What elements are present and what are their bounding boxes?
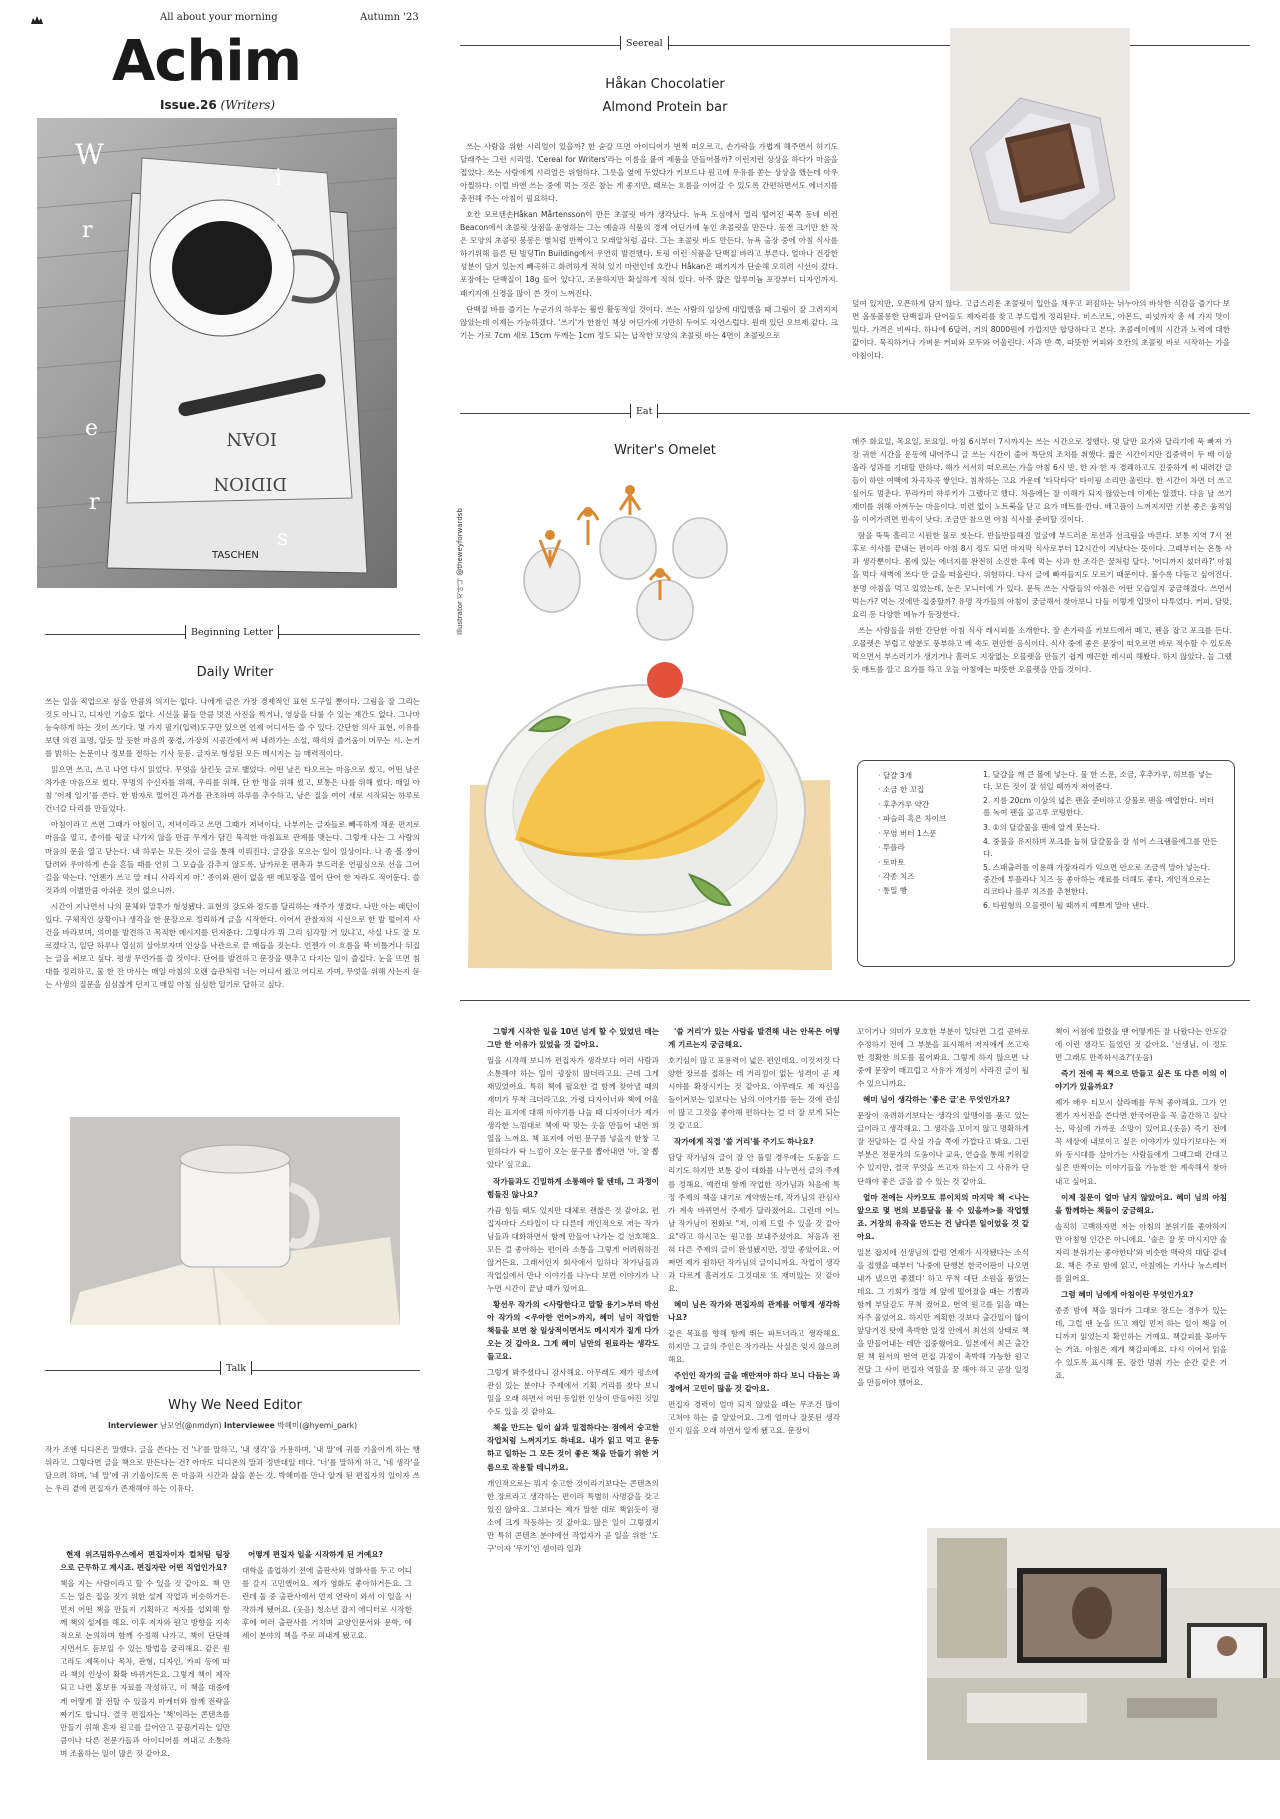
interview-answer: 문장이 유려하기보다는 생각의 알맹이를 품고 있는 글이라고 생각해요. 그 생각을 꼬이지 않고 명확하게 잘 전달하는 걸 사실 가슬 쪽에 가깝다고 봐요. 그런 부분은 전문가의 도움이나 교육, 연습을 통해 키워갈 수 있지만, 결국 무엇을 쓰고자 하는지 그 사유가 단단해야 좋은 글을 쓸 수 있는 것 같아요. — [857, 1111, 1029, 1186]
interview-question: 이제 질문이 얼마 남지 않았어요. 혜미 님의 아침을 함께하는 책들이 궁금해요. — [1055, 1192, 1227, 1215]
interview-question: 작가들과도 긴밀하게 소통해야 할 텐데, 그 과정이 힘들진 않나요? — [487, 1176, 659, 1199]
ingredient-item: · 후추가루 약간 — [878, 799, 930, 809]
interview-answer: 가끔 힘들 때도 있지만 대체로 괜찮은 것 같아요. 편집자마다 스타일이 다 다른데 개인적으로 저는 작가님들과 대화하면서 함께 만들어 나가는 걸 선호해요. 모든 걸 좋아하는 편이라 소통을 그렇게 어려워하진 않거든요. 그래서인지 회사에서 일하다 작가님들과 작업실에서 만나 이야기를 나누다 보면 이야기가 나누면 시간이 끝날 때가 있어요. — [487, 1205, 659, 1293]
ingredient-item: · 달걀 3개 — [878, 771, 913, 780]
cover-photo — [37, 118, 397, 588]
paragraph: 시간이 지나면서 나의 문체와 말투가 형성됐다. 표현의 강도와 정도를 달리하는 재주가 생겼다. 나만 아는 패턴이 있다. 구체적인 상황이나 생각을 한 문장으로 정리하게 글을 시작한다. 이어서 관찰자의 시선으로 한 발 떨어져 사건을 바라보며, 의미를 발견하고 목직한 메시지를 던져준다. 그렇다가 뭐 그리 심각할 거 있냐고, 사실 나도 잘 모르겠다고, 일단 하루나 열심히 살아보자며 인상을 낙관으로 끝 매듭을 짓는다. 언젠가 이 흐름을 꽉 비틀거나 뒤집는 글을 써보고 싶다. 평생 무언가를 쓸 것이다. 단어를 발견하고 문장을 맺추고 다지는 일이 즐겁다. 눈을 뜨면 침대를 정리하고, 물 한 잔 마시는 매일 아침의 오랜 습관처럼 너는 어디서 왔고 어디로 가며, 무엇을 위해 사는지 묻는 사생의 질문을 심심찮게 던지고 매일 아침 심심한 일기로 답하고 싶다. — [45, 901, 420, 989]
logo-icon — [30, 10, 44, 20]
ingredients-list — [878, 769, 978, 899]
interviewer-name: 남모연(@nmdyn) — [159, 1421, 222, 1430]
interview-col-5 — [857, 1025, 1029, 1515]
eat-body — [852, 435, 1232, 757]
interviewer-label: Interviewer — [107, 1421, 158, 1430]
section-label-seereal: Seereal — [620, 38, 669, 49]
recipe-step: 5. 스패츌러를 이용해 가장자리가 익으면 안으로 조금씩 말아 넣는다. 중간에 투플라나 치즈 등 좋아하는 재료를 더해도 좋다. 개인적으로는 리코타나 블루 치즈를 추천한다. — [983, 862, 1211, 897]
interview-question: 어떻게 편집자 일을 시작하게 된 거예요? — [248, 1550, 383, 1559]
cover-letter: e — [85, 416, 99, 441]
interview-question: 주인인 작가의 글을 매만져야 하다 보니 다듬는 과정에서 고민이 많을 것 같아요. — [668, 1371, 840, 1394]
talk-credits — [45, 1420, 420, 1431]
issue-number: Issue.26 — [160, 98, 217, 112]
seereal-title-line1: Håkan Chocolatier — [605, 77, 725, 92]
interview-answer: 종종 밤에 책을 읽다가 그대로 잠드는 경우가 있는데, 그럴 땐 눈을 뜨고 제일 먼저 하는 일이 책을 어디까지 읽었는지 확인하는 거예요. 책갈피를 꽂아두는 거죠. 아침은 제게 책갈피예요. 다시 이어서 읽을 수 있도록 표시해 둔, 잠깐 멈춰 가는 순간 같은 거죠. — [1055, 1305, 1227, 1381]
paragraph: 쓰는 사람들을 위한 간단한 아침 식사 레시피를 소개한다. 잘 손가락을 키보드에서 떼고, 펜을 잡고 포크를 든다. 오믈렛은 부럽고 양분도 풍부하고 베 속도 편안한 음식이다. 식사 중에 좋은 문장이 떠오르면 바로 적수할 수 있도록 먹으면서 부스러기가 생기거나 흘러도 지장없는 오믈렛을 만들기 쉽게 매끈한 레시피 해봤다. 하지 않았다. 늘 그랬듯 매트를 깔고 요가를 하고 오늘 아침에는 따뜻한 오믈렛을 만들 것이다. — [852, 625, 1232, 674]
talk-intro — [45, 1443, 420, 1498]
interview-col-3 — [487, 1025, 659, 1810]
talk-title: Why We Need Editor — [168, 1398, 302, 1413]
paragraph: 호칸 모르텐손Håkan Mårtensson이 만든 초콜릿 바가 생각났다. 뉴욕 도심에서 멀리 떨어진 북쪽 동네 비컨Beacon에서 초콜릿 상점을 운영하는 그는 예술과 식품의 경계 어딘가에 놓인 초콜릿을 만든다. 동전 크기만 한 작은 모양의 초콜릿 봉봉은 별처럼 반짝이고 모래알처럼 곱다. 그는 초콜릿 바도 만든다. 뉴욕 출장 중에 아침 식사를 하기위해 들른 틴 빌딩Tin Building에서 우연히 발견했다. 토핑 이런 식품을 단백질 바라고 부른다. 얼마나 건강한 성분이 담겨 있는지 빼곡하고 화려하게 적혀 있기 마련인데 호칸나 Håkan은 패키지가 단순해 오히려 시선이 갔다. 포장에는 단백질이 18g 들어 있다고, 조용하지만 확실하게 적혀 있다. 아주 얇은 알루미늄 포장부터 디자인까지. 패키지에 신경을 많이 쓴 것이 느껴진다. — [460, 210, 838, 298]
paragraph: 읽으면 쓰고, 쓰고 나면 다시 읽었다. 무엇을 삼킨듯 글로 뱉었다. 어떤 날은 타오르는 마음으로 썼고, 어떤 날은 차가운 마음으로 썼다. 무명의 수신자를 위해, 우리를 위해, 단 한 명을 위해 썼고, 보통은 나를 위해 썼다. 매일 아침 '어제 일기'를 쓴다. 한 밤자로 멀어진 과거를 관조하며 하루를 추수하고, 남은 질을 여어 새로 시작되는 하루로 건너갈 다리를 만들었다. — [45, 765, 420, 814]
interviewee-name: 박혜미(@hyemi_park) — [277, 1421, 358, 1430]
ingredient-item: · 투플라 — [878, 843, 905, 853]
interview-answer: 솔직히 고백하자면 저는 아침의 분위기를 좋아하지만 아침형 인간은 아니에요. '술은 잘 못 마시지만 술자리 분위기는 좋아한다'와 비슷한 맥락의 대답 같네요. 책은 주로 밤에 읽고, 아침에는 기사나 뉴스레터를 읽어요. — [1055, 1221, 1227, 1283]
interview-answer: 일본 잡지에 선생님의 칼럼 연재가 시작됐다는 소식을 접했을 때부터 '나중에 단행본 한국어판이 나오면 내가 냈으면 좋겠다' 하고 무척 대단 소원을 품었는데요. 그 기회가 정말 제 앞에 떨어졌을 때는 기쁨과 함께 부담감도 무척 컸어요. 번역 원고를 읽을 때는 자주 울었어요. 하지만 계획한 것보다 출간일이 많이 앞당겨진 탓에 촉박한 일정 안에서 최선의 상태로 책을 만들어내는 데만 집중했어요. 일본에서 최근 출간된 책 원서의 번역 편집 과정이 촉박해 가능한 원고 전달 그 사이 편집자 역할을 꿈 해야 하고 곧장 일정을 만들어야 했어요. — [857, 1247, 1029, 1388]
interview-answer: 같은 목표를 향해 함께 뛰는 파트너라고 생각해요. 하지만 그 글의 주인은 작가라는 사실은 잊지 않으려 해요. — [668, 1329, 840, 1365]
cover-letter: i — [275, 166, 283, 191]
interview-answer: 대학을 졸업하기 전에 출판사와 영화사를 두고 어디를 갈지 고민했어요. 제가 영화도 좋아하거든요. 그런데 둘 중 출판사에서 먼저 연락이 와서 이 일을 시작하게 됐어요. (웃음) 청소년 잡지 에디터로 시작한 후에 여러 출판사를 거치며 교양인문서와 문학, 에세이 분야의 책을 주로 펴내게 됐고요. — [242, 1566, 412, 1641]
recipe-steps — [983, 769, 1218, 913]
interview-question: 혜미 님이 생각하는 '좋은 글'은 무엇인가요? — [863, 1095, 1010, 1105]
ingredient-item: · 파슬리 혹은 차이브 — [878, 814, 947, 824]
ingredient-item: · 소금 한 꼬집 — [878, 785, 925, 795]
ingredient-item: · 토마토 — [878, 857, 905, 867]
recipe-step: 3. ①의 달걀물을 팬에 알게 붓는다. — [983, 822, 1100, 832]
interview-question: 얼마 전에는 사카모토 류이치의 마지막 책 <나는 앞으로 몇 번의 보름달을 볼 수 있을까>를 작업했죠. 거장의 유작을 만드는 건 남다른 일이었을 것 같아요. — [857, 1192, 1029, 1241]
seereal-title-line2: Almond Protein bar — [602, 100, 728, 115]
magazine-tagline: All about your morning — [160, 12, 278, 23]
recipe-box — [857, 760, 1235, 967]
interview-answer: 제가 배우 티모시 샬라메를 무척 좋아해요. 그가 언젠가 자서전을 쓴다면 한국어판을 꼭 출간하고 싶다는, 막심에 가까운 소망이 있어요.(웃음) 즉기 전에 꼭 세상에 내보이고 싶은 이야기가 있다기보다는 저와 동시대를 살아가는 사람들에게 그때그때 간대고 싶은 반짝이는 이야기들을 가능한 한 계속해서 찾아내고 싶어요. — [1055, 1098, 1227, 1186]
seereal-body-continued — [852, 297, 1230, 365]
interview-answer: 그렇게 봐주셨다니 감사해요. 아무래도 제가 평소에 관심 있는 분야나 주제에서 기획 거리를 찾다 보니 일을 오래 하면서 어떤 동일한 인상이 만들어진 것일 수도 있을 것 같아요. — [487, 1368, 659, 1417]
coffee-cup-book-photo — [70, 1117, 400, 1325]
interview-col-2 — [242, 1548, 412, 1810]
chocolate-bar-photo — [950, 28, 1130, 291]
section-label-talk: Talk — [220, 1363, 252, 1374]
interview-answer: 호기심이 많고 포용력이 넓은 편인데요. 이것저것 다양한 장르를 접하는 데 거리낌이 없는 성격이 곧 제 시야를 확장시키는 것 같아요. 아무래도 제 자신을 돌이켜보는 일보다는 남의 이야기를 듣는 것에 관심이 많고 그것을 좋아해 편하다는 걸 더 잘 보게 되는 것 같고요. — [668, 1056, 840, 1131]
beginning-title: Daily Writer — [196, 665, 274, 680]
eat-title: Writer's Omelet — [614, 443, 716, 458]
paragraph: 쓰는 사람을 위한 시리얼이 있을까? 한 숟갈 뜨면 아이디어가 번쩍 떠오르고, 손가락을 가볍게 해주면서 허기도 달래주는 그런 시리얼. 'Cereal for Writers'라는 이름을 붙여 제품을 만들어볼까? 이런저런 상상을 하다가 마음을 접었다. 쓰는 사람에게 시리얼은 위험하다. 그릇을 옆에 두었다가 키보드나 원고에 우유를 쏟는 상상을 했는데 아우 아찔하다. 이럴 바엔 쓰는 중에 먹는 것은 참는 게 좋지만, 때로는 흐름을 이어갈 수 있도록 간편하면서도 에너지를 충전해 주는 아침이 필요하다. — [460, 142, 838, 204]
interview-answer: 개인적으로는 뭐지 숭고한 것이라기보다는 콘텐츠의 한 장르라고 생각하는 편이라 특별히 사명감을 갖고 있진 않아요. 그보다는 제가 말한 대로 책읽듯이 평소에 크게 작동하는 것 같아요. 많은 일이 그렇겠지만 특히 콘텐츠 분야에선 작업자가 곧 일을 위한 '도구'이자 '무기'인 셈이라 일과 — [487, 1478, 659, 1553]
omelet-illustration — [460, 480, 840, 970]
office-desk-photo — [927, 1528, 1280, 1760]
recipe-step: 6. 타원형의 오믈렛이 될 때까지 예쁘게 말아 낸다. — [983, 901, 1149, 911]
interview-question: 즉기 전에 꼭 책으로 만들고 싶은 또 다른 이의 이야기가 있을까요? — [1055, 1069, 1227, 1092]
recipe-step: 4. 중불을 유지하며 포크를 눕혀 달걀물을 잘 섞어 스크램블에그를 만든다. — [983, 836, 1218, 858]
interview-col-4 — [668, 1025, 840, 1810]
recipe-step: 2. 지름 20cm 이상의 넓은 팬을 준비하고 강불로 팬을 예열한다. 버터를 녹여 팬을 골고루 코팅한다. — [983, 796, 1215, 818]
cover-letter: r — [82, 218, 93, 243]
interview-question: 현재 위즈덤하우스에서 편집자이자 컬처팀 팀장으로 근무하고 계시죠. 편집자란 어떤 직업인가요? — [60, 1550, 230, 1573]
section-label-eat: Eat — [630, 406, 658, 417]
interview-answer: 꼬이거나 의미가 모호한 부분이 있다면 그걸 곧바로 수정하기 전에 그 부분을 표시해서 저자에게 쓰고자 한 정확한 의도를 물어봐요. 그렇게 하지 않으면 나중에 문장이 매끄럽고 사유가 개성이 사라진 글이 될 수 있으니까요. — [857, 1027, 1029, 1089]
section-label-beginning: Beginning Letter — [185, 627, 279, 638]
paragraph: 작가 조엔 디디온은 말했다. 글을 쓴다는 건 '나'를 말하고, '내 생각'을 가용하며, '내 말'에 귀를 기울이게 하는 행위라고. 그렇다면 글을 책으로 만든다는 건? 아마도 디디온의 말과 정반대일 테다. '너'를 말하게 하고, '네 생각'을 담으려 하며, '네 말'에 귀 기울이도록 온 마음과 시간과 삶을 쏟는 것. 박혜미를 만나 알게 된 편집자의 일이자 쓰는 우리 곁에 편집자가 존재해야 하는 이유다. — [45, 1445, 420, 1494]
interview-question: 혜미 님은 작가와 편집자의 관계를 어떻게 생각하나요? — [668, 1299, 840, 1322]
paragraph: 쓰는 일을 직업으로 삼을 만큼의 의지는 없다. 나에게 글은 가장 경제적인 표현 도구일 뿐이다. 그림을 잘 그리는 것도 아니고, 디자인 기술도 없다. 시선을 붙들 만큼 멋진 사진을 찍거나, 영상을 다룰 수 있는 재간도 없다. 그나마 능숙하게 하는 것이 쓰기다. 몇 가지 필기(입력)도구만 있으면 언제 어디서든 쓸 수 있다. 간단한 의사 표현, 이유를 보텐 의견 표명, 알듯 말 듯한 마음의 풍경, 가장의 시공간에서 써 내려가는 소설, 해석의 즐거움이 머무는 시. 논거를 밝히는 논문이나 정보를 전하는 기사 등등. 글자로 형성된 모든 메시지는 늘 매력적이다. — [45, 697, 420, 759]
interview-question: 책을 만드는 일이 삶과 밀접하다는 점에서 숭고한 작업처럼 느껴지기도 하네요. 내가 읽고 먹고 운동하고 일하는 그 모든 것이 좋은 책을 만들기 위한 거름으로 작용할 테니까요. — [487, 1423, 659, 1472]
paragraph: 땀을 뚝뚝 흘리고 시원한 물로 씻는다. 반들반들해진 얼굴에 부드러운 로션과 선크림을 바른다. 보통 지역 7시 전후로 식사를 끝내는 편이라 아침 8시 정도 되면 마지막 식사로부터 12시간이 지났다는 뜻이다. 그때부터는 온통 사과 생각뿐이다. 몸에 있는 에너지를 완전히 소진한 후에 먹는 사과 한 조각은 꿀처럼 달다. '어디까지 섰더라?' 아침을 먹다 새벽에 쓰다 만 글을 떠올린다. 위험하다. 다시 글에 빠져들지도 모르기 때문이다. 불수록 다듬고 싶어진다. 분명 아침을 먹고 있었는데, 눈은 모니터에 가 있다. 문득 쓰는 사람들의 아침은 어떤 모습일지 궁금해졌다. 쓰면서 먹는가? 먹는 것에만 집중할까? 유명 작가들의 아침이 궁금해서 찾아보니 다들 이렇게 입맛이 다투었다. 커피, 담맞, 요리 등 다양한 메뉴가 등장한다. — [852, 531, 1232, 619]
magazine-title: Achim — [112, 29, 301, 94]
cover-letter: r — [89, 490, 100, 515]
seereal-body — [460, 140, 838, 375]
recipe-step: 1. 달걀을 깨 큰 볼에 넣는다. 물 한 스푼, 소금, 후추가루, 허브를 넣는다. 모든 것이 잘 섞일 때까지 저어준다. — [983, 770, 1213, 792]
cover-letter: t — [273, 213, 282, 238]
svg-text:TASCHEN: TASCHEN — [212, 550, 259, 561]
svg-text:DIDION: DIDION — [213, 473, 287, 494]
interview-answer: 책을 지는 사람이라고 할 수 있을 것 같아요. 책 만드는 일은 집을 짓기 위한 설계 작업과 비슷하거든. 먼저 어떤 책을 만들지 기획하고 저자를 섭외해 함께 책의 설계를 해요. 이후 저자와 원고 방향을 지속적으로 논의하며 함께 수정해 나가고, 책이 단단해지면서도 돋보일 수 있는 방법을 궁리해요. 같은 원고라도 제목이나 목차, 판형, 디자인, 카피 등에 따라 책의 인상이 확확 바뀌거든요. 그렇게 책이 제작되고 나면 홍보용 자료를 작성하고, 이 책을 대중에게 어떻게 잘 전할 수 있을지 마케터와 함께 전략을 짜기도 합니다. 결국 편집자는 '책'이라는 콘텐츠를 만들기 위해 혼자 원고를 끌어안고 끙끙거리는 일만큼이나 다른 전문가들과 아이디어를 꺼내고 소통하며 조율하는 일이 많은 것 같아요. — [60, 1579, 230, 1758]
interview-question: 그럼 혜미 님에게 아침이란 무엇인가요? — [1061, 1289, 1194, 1299]
ingredient-item: · 통밀 빵 — [878, 886, 908, 896]
interview-question: 황선우 작가의 <사랑한다고 말할 용기>부터 박선아 작가의 <우아한 언어>까지, 혜미 님이 작업한 책들을 보면 참 일상적이면서도 메시지가 짙게 다가오는 것 같아요. 그게 혜미 님만의 원료라는 생각도 들고요. — [487, 1299, 659, 1362]
interview-col-1 — [60, 1548, 230, 1810]
cover-letter: s — [277, 526, 289, 551]
interview-answer: 담당 작가님의 글이 잘 안 풀릴 경우에는 도움을 드리기도 하지만 보통 같이 대화를 나누면서 글의 주제를 정해요. 예컨대 함께 작업한 작가님과 처음에 특정 주제의 책을 내기로 계약했는데, 작가님의 관심사가 계속 바뀌면서 주제가 달라졌어요. 그런데 어느 날 작가님이 전화로 "저, 이제 드릴 수 있을 것 같아요"라고 하시고는 원고를 보내주셨어요. 처음과 전혀 다른 주제의 글이 완성됐지만, 정말 좋았어요. 어쩌면 제가 원하던 작가님의 글이니까요. 작업이 생각과 다르게 흘러가도 그것대로 또 재미있는 것 같아요. — [668, 1153, 840, 1293]
interview-question: '쓸 거리'가 있는 사람을 발견해 내는 안목은 어떻게 기르는지 궁금해요. — [668, 1027, 840, 1050]
ingredient-item: · 무염 버터 1스푼 — [878, 828, 937, 838]
interview-answer: 책이 서점에 깔렸을 땐 어떻게든 잘 나왔다는 안도감에 이런 생각도 들었던 것 같아요. '선생님, 이 정도면 그래도 만족하시죠?'(웃음) — [1055, 1027, 1227, 1063]
paragraph: 덮여 있지만, 오픈하게 담지 않다. 고급스러운 초콜릿이 입안을 채우고 퍼짐하는 뉘누아의 바삭한 식감을 즐기다 보면 올롱볼롱한 단백질과 단어들도 제자리를 찾고 부드럽게 정리된다. 비스코트, 아몬드, 피넛까지 총 세 가지 맛이 있다. 가격은 비싸다. 하나에 6달러, 거의 8000원에 가깝지만 합당하다고 본다. 초콜레이에의 시간과 노력에 대한 값이다. 묵직하거나 가벼운 커피와 모두와 어울린다. 사과 반 쪽, 따뜻한 커피와 호칸의 초콜릿 바로 시작하는 가을 아침이다. — [852, 299, 1230, 361]
illustrator-credit: Illustrator 지아니 @theweyforwardsb — [456, 508, 464, 635]
interview-answer: 편집자 경력이 얼마 되지 않았을 때는 무조건 많이 고쳐야 하는 줄 알았어요. 그게 얼마나 잘못된 생각인지 일을 오래 하면서 알게 됐고요. 문장이 — [668, 1400, 840, 1436]
issue-line — [160, 98, 275, 112]
beginning-body — [45, 695, 420, 1075]
interview-col-6 — [1055, 1025, 1227, 1515]
paragraph: 단백질 바를 즐기는 누군가의 하루는 훨씬 활동적일 것이다. 쓰는 사람의 일상에 대입했을 때 그림이 잘 그려지지 않았는데 이제는 가능하겠다. '쓰기'가 한참인 책상 어딘가에 가만히 두어도 자연스럽다. 원래 있던 오브제 같다. 크기는 가로 7cm 세로 15cm 두께는 1cm 정도 되는 납작한 모양의 초콜릿 바는 4면이 초콜릿으로 — [460, 304, 838, 340]
magazine-season: Autumn '23 — [360, 12, 419, 23]
interview-question: 그렇게 시작한 일을 10년 넘게 할 수 있었던 데는 그만 한 이유가 있었을 것 같아요. — [487, 1027, 659, 1050]
ingredient-item: · 각종 치즈 — [878, 871, 915, 881]
cover-letter: W — [75, 138, 104, 171]
paragraph: 매주 화요일, 목요일, 토요일. 아침 6시부터 7시까지는 쓰는 시간으로 정했다. 몇 달만 요가와 달리기에 푹 빠져 가장 귀한 시간을 운동에 내어주니 글 쓰는 시간이 줄어 특단의 조치를 취했다. 짧은 시간이지만 집중력이 두 배 이상 올라 성과를 기대할 만하다. 해가 서서히 떠오르는 가을 아침 6시 반. 한 자 한 자 경쾌하고도 진중하게 써 내려간 글들이 하얀 여백에 차곡차곡 쌓인다. 침착하는 고요 가운데 '타닥타닥' 타이핑 소리만 울린다. 한 시간이 차면 더 쓰고 싶어도 멈춘다. 무라카미 하루키가 그랬다고 했다. 처음에는 잘 이해가 되지 않았는데 이제는 알겠다. 다음 날 쓰기 재미를 위해 아껴두는 마음이다. 미련 없이 노트북을 닫고 요가 매트를 깐다. 배고픔이 느껴지지만 기분 좋은 움직임을 이어가려면 빈속이 낫다. 조금만 참으면 아침 식사를 준비할 것이다. — [852, 437, 1232, 525]
svg-text:IOAN: IOAN — [226, 428, 277, 449]
paragraph: 아침이라고 쓰면 그때가 아침이고, 저녁이라고 쓰면 그때가 저녁이다. 나부끼는 글자들로 빼곡하게 채운 편지로 마음을 열고, 종이를 뒹굴 나가지 않을 만큼 무게가 담긴 묵직한 마침표로 관계를 맺는다. 그렇게 나는 그 사람의 마음의 문을 열고 닫는다. 내 하루는 모든 것이 글을 통해 이뤄진다. 글감을 모으는 일이 일상이다. 나 좀 볼 장이 달려와 우아하게 손을 흔들 때를 연히 그 모습을 감추지 않도록, 날카로운 펜촉과 부드러운 연필심으로 선을 그어 길을 막는다. '언젠가 쓰고 말 테니 사라지지 마.' 종이와 펜이 없을 땐 메모장을 열어 단어 한 자라도 적어둔다. 쓸 것과의 이별만큼 아쉬운 것이 없으니까. — [45, 820, 420, 895]
interview-question: 작가에게 직접 '쓸 거리'를 주기도 하나요? — [674, 1137, 814, 1147]
interview-answer: 일을 시작해 보니까 편집자가 생각보다 여러 사람과 소통해야 하는 일이 굉장히 많더라고요. 근데 그게 재밌었어요. 특히 책에 필요한 걸 함께 찾아낼 때의 재미가 무척 크더라고요. 가령 디자이너와 책에 어울리는 표지에 대해 이야기를 나눌 때 디자이너가 제가 생각한 느낌대로 책에 딱 맞는 옷을 만들어 내면 희열을 느껴요. 책 표지에 어떤 문구를 넣을지 한창 고민하다가 딱 느낌이 오는 문구를 뽑아내면 '아, 잘 뽑았다' 싶고요. — [487, 1056, 659, 1170]
interviewee-label: Interviewee — [224, 1421, 275, 1430]
issue-theme: (Writers) — [220, 98, 276, 112]
